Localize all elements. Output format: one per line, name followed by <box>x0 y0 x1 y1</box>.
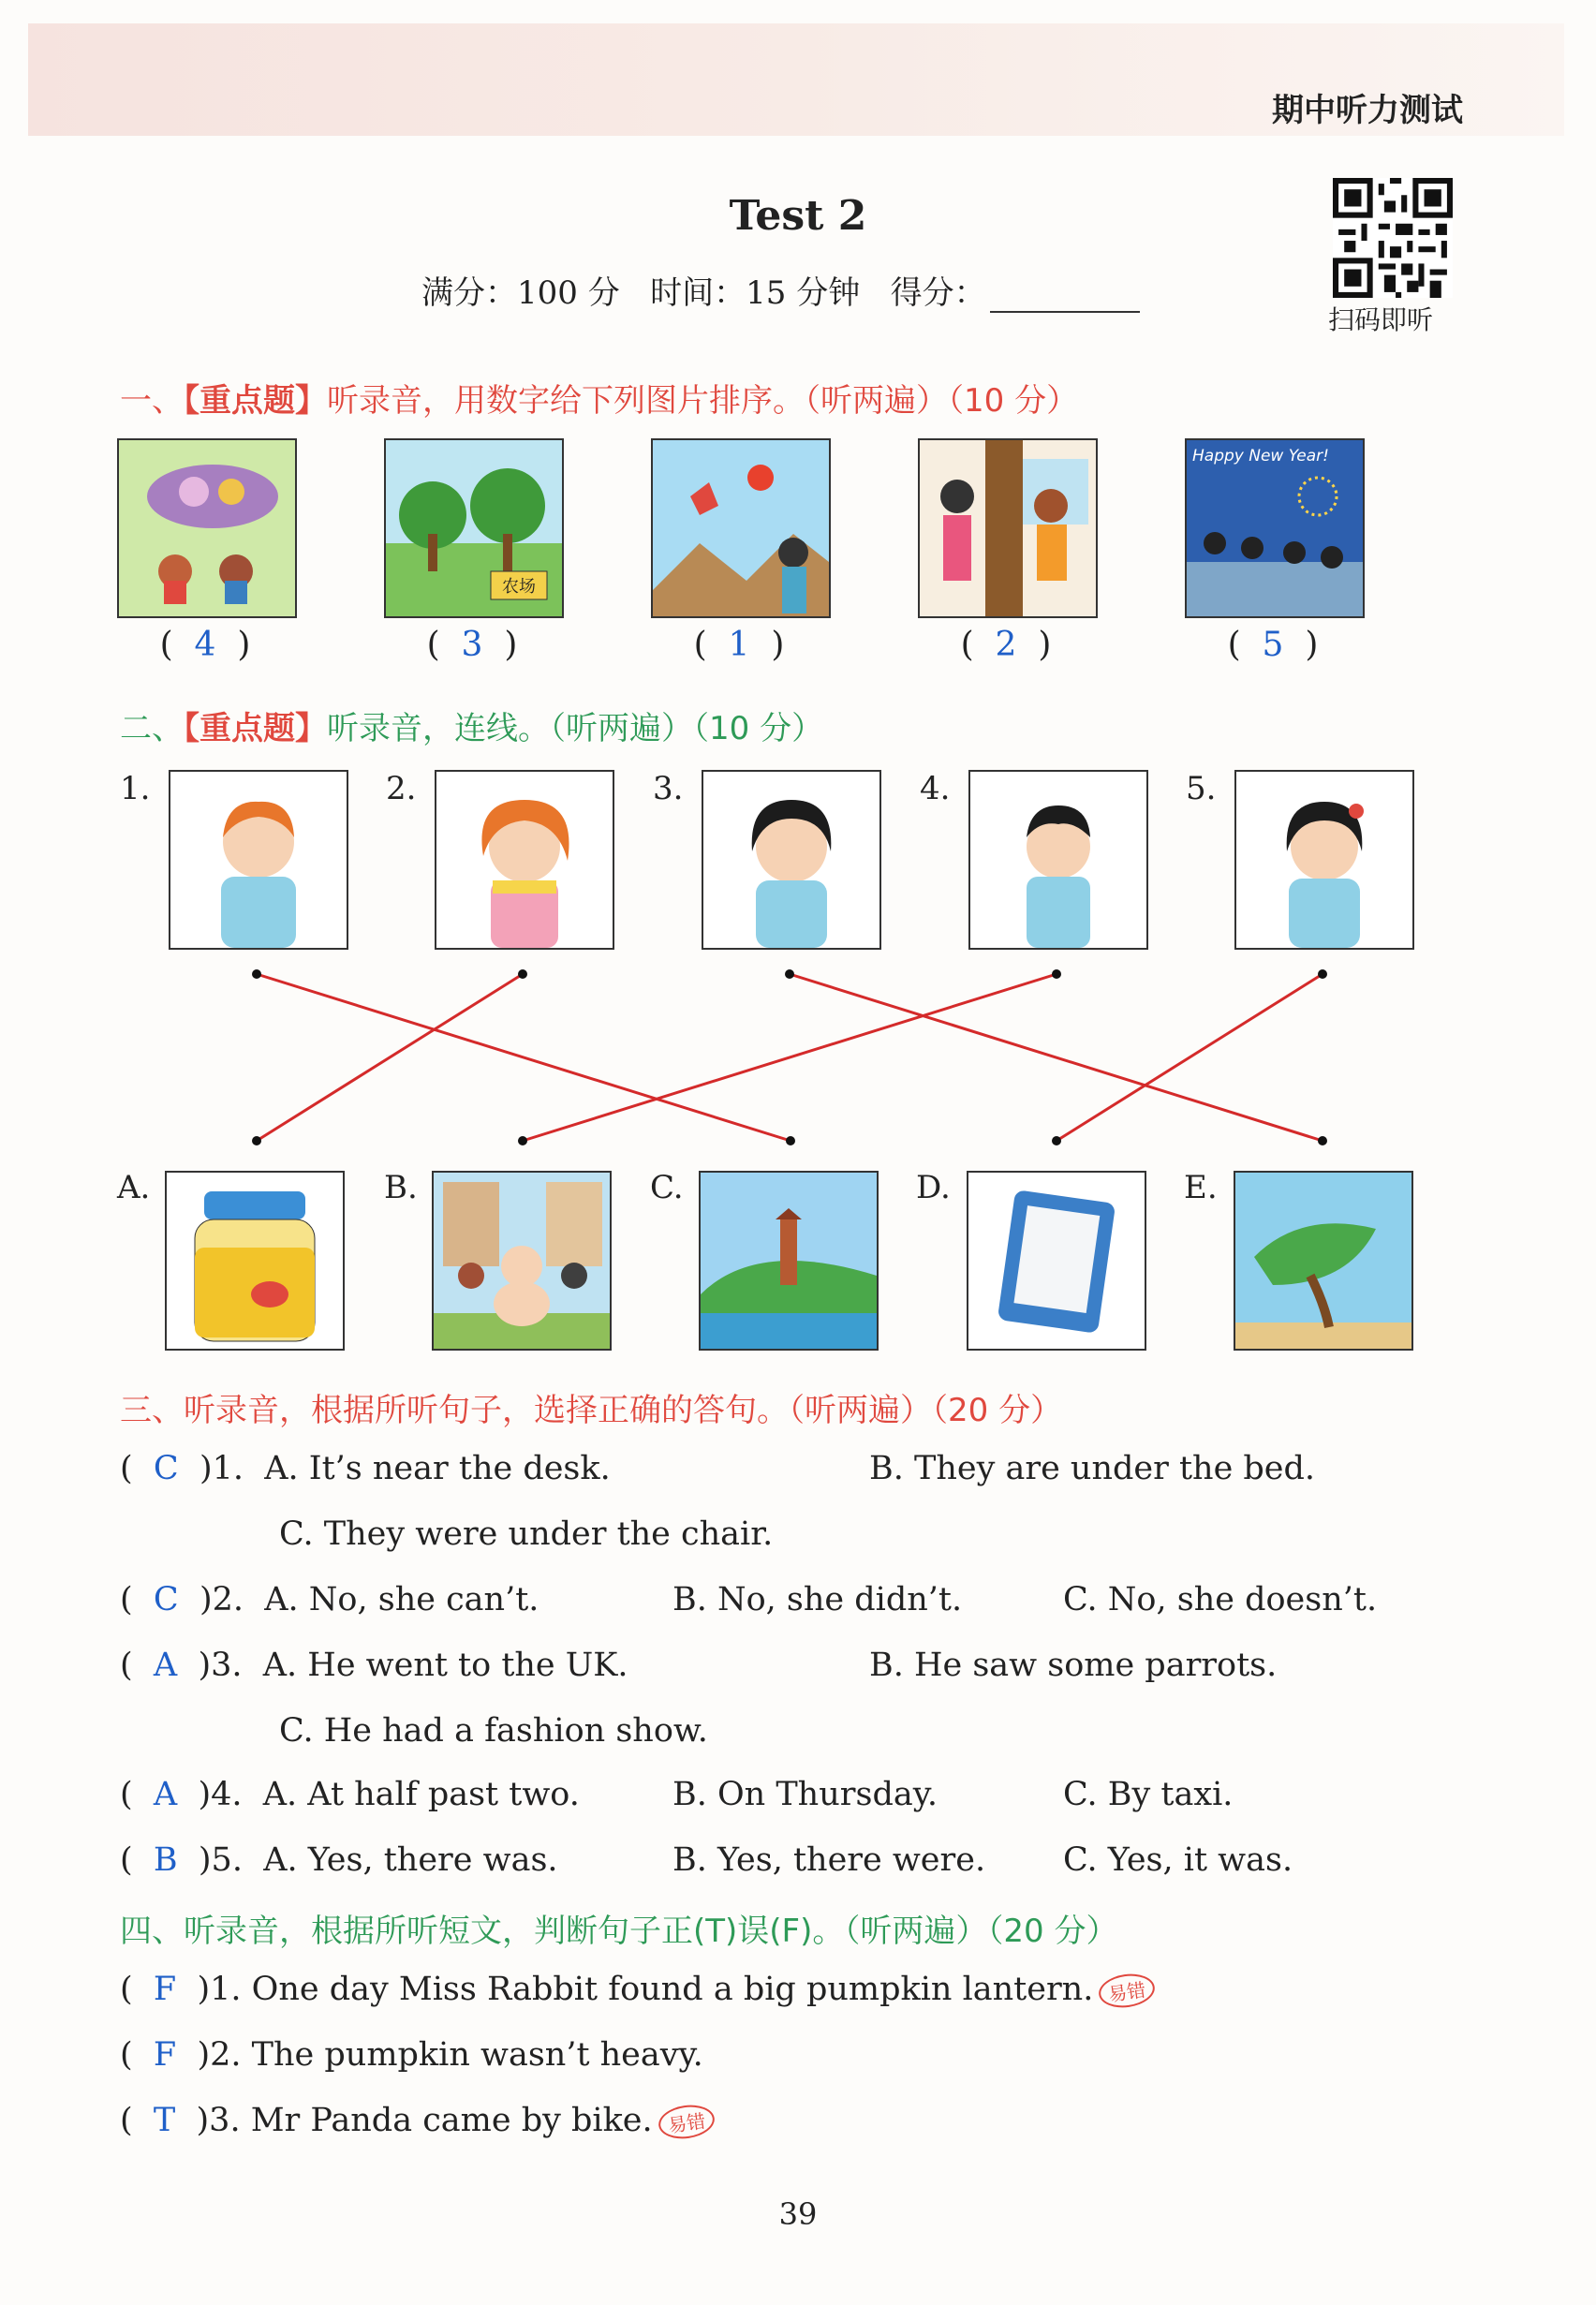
match-line-2-A <box>257 974 523 1141</box>
qr-code-icon[interactable] <box>1333 178 1453 298</box>
s4-q1-answer: F <box>153 1971 177 2008</box>
section-2-text: 听录音，连线。（听两遍）（10 分） <box>327 710 824 747</box>
answer-1: 4 <box>194 626 216 664</box>
s3-q2: ( C )2. A. No, she can’t. <box>120 1581 539 1618</box>
picture-letter-A: A. <box>117 1169 151 1206</box>
answer-slot-2[interactable]: ( 3 ) <box>426 626 518 664</box>
s3-q1-option-b: B. They are under the bed. <box>869 1450 1316 1487</box>
dot-top-4[interactable] <box>1052 969 1061 979</box>
dot-top-2[interactable] <box>518 969 527 979</box>
s3-q3: ( A )3. A. He went to the UK. <box>120 1647 628 1684</box>
s3-q4-option-c: C. By taxi. <box>1063 1776 1234 1813</box>
section-4-text: 听录音，根据所听短文，判断句子正(T)误(F)。（听两遍）（20 分） <box>184 1913 1118 1950</box>
section-3-prefix: 三、 <box>120 1392 184 1429</box>
s3-q4: ( A )4. A. At half past two. <box>120 1776 580 1813</box>
s3-q1: ( C )1. A. It’s near the desk. <box>120 1450 611 1487</box>
picture-kite <box>651 438 831 618</box>
picture-letter-E: E. <box>1184 1169 1218 1206</box>
new-year-banner: Happy New Year! <box>1192 447 1329 465</box>
dot-top-3[interactable] <box>785 969 794 979</box>
section-3-heading <box>120 1384 1062 1430</box>
section-2-heading <box>120 702 823 748</box>
match-line-3-E <box>790 974 1323 1141</box>
dot-bottom-C[interactable] <box>786 1136 795 1145</box>
section-2-prefix: 二、 <box>120 710 184 747</box>
s3-q4-option-a: A. At half past two. <box>262 1776 580 1813</box>
s4-q1-number: 1. <box>210 1971 242 2008</box>
s3-q1-option-a: A. It’s near the desk. <box>264 1450 611 1487</box>
match-line-4-B <box>523 974 1057 1141</box>
person-number-4: 4. <box>920 770 951 807</box>
section-4-prefix: 四、 <box>120 1913 184 1950</box>
answer-slot-3[interactable]: ( 1 ) <box>693 626 785 664</box>
picture-new-year <box>1185 438 1365 618</box>
s3-q4-answer: A <box>153 1776 178 1813</box>
section-3-text: 听录音，根据所听句子，选择正确的答句。（听两遍）（20 分） <box>184 1392 1063 1429</box>
s4-q2-answer: F <box>153 2036 177 2074</box>
picture-farm <box>384 438 564 618</box>
picture-boy-red-hair <box>169 770 348 950</box>
s3-q1-answer: C <box>153 1450 179 1487</box>
s3-q5-option-a: A. Yes, there was. <box>263 1841 558 1879</box>
section-1-heading <box>120 375 1078 421</box>
error-prone-badge: 易错 <box>1097 1971 1157 2011</box>
picture-letter-B: B. <box>384 1169 418 1206</box>
s3-q5-option-b: B. Yes, there were. <box>672 1841 986 1879</box>
s3-q5-number: 5. <box>211 1841 243 1879</box>
answer-slot-1[interactable]: ( 4 ) <box>159 626 251 664</box>
picture-street-parade <box>432 1171 612 1351</box>
s3-q5-option-c: C. Yes, it was. <box>1063 1841 1293 1879</box>
score-blank[interactable] <box>990 283 1140 313</box>
picture-windy-tree <box>1234 1171 1413 1351</box>
farm-sign: 农场 <box>502 577 536 597</box>
picture-mice <box>117 438 297 618</box>
s4-q1-text: One day Miss Rabbit found a big pumpkin lantern. <box>251 1971 1094 2008</box>
dot-bottom-E[interactable] <box>1318 1136 1327 1145</box>
s3-q3-option-a: A. He went to the UK. <box>262 1647 628 1684</box>
picture-girl-red-hair <box>435 770 614 950</box>
s4-q3-answer: T <box>153 2102 176 2139</box>
time-limit: 时间：15 分钟 <box>650 274 861 312</box>
answer-4: 2 <box>995 626 1017 664</box>
dot-bottom-B[interactable] <box>518 1136 527 1145</box>
match-line-1-C <box>257 974 791 1141</box>
s3-q4-option-b: B. On Thursday. <box>672 1776 938 1813</box>
person-number-1: 1. <box>120 770 151 807</box>
s3-q3-number: 3. <box>211 1647 243 1684</box>
section-1-bracket: 【重点题】 <box>184 382 327 420</box>
s3-q1-number: 1. <box>212 1450 244 1487</box>
s4-q1: ( F )1. One day Miss Rabbit found a big pumpkin lantern. 易错 <box>120 1971 1155 2008</box>
s4-q3-text: Mr Panda came by bike. <box>250 2102 653 2139</box>
match-line-5-D <box>1057 974 1323 1141</box>
s3-q3-option-c: C. He had a fashion show. <box>279 1712 708 1750</box>
s3-q5-answer: B <box>153 1841 178 1879</box>
dot-bottom-D[interactable] <box>1052 1136 1061 1145</box>
picture-pagoda-lake <box>699 1171 879 1351</box>
s3-q2-number: 2. <box>212 1581 244 1618</box>
full-score: 满分：100 分 <box>421 274 620 312</box>
s3-q3-option-b: B. He saw some parrots. <box>869 1647 1278 1684</box>
picture-door <box>918 438 1098 618</box>
picture-letter-D: D. <box>916 1169 951 1206</box>
error-prone-badge: 易错 <box>656 2102 716 2142</box>
s4-q2-number: 2. <box>210 2036 242 2074</box>
person-number-5: 5. <box>1186 770 1217 807</box>
picture-letter-C: C. <box>650 1169 684 1206</box>
s3-q2-option-b: B. No, she didn’t. <box>672 1581 963 1618</box>
dot-top-5[interactable] <box>1318 969 1327 979</box>
answer-5: 5 <box>1262 626 1284 664</box>
s4-q3: ( T )3. Mr Panda came by bike. 易错 <box>120 2102 715 2139</box>
dot-top-1[interactable] <box>252 969 261 979</box>
page-number: 39 <box>778 2196 818 2232</box>
test-info <box>421 267 1140 313</box>
picture-e-reader <box>967 1171 1146 1351</box>
s3-q1-option-c: C. They were under the chair. <box>279 1515 774 1553</box>
s3-q5: ( B )5. A. Yes, there was. <box>120 1841 558 1879</box>
s4-q3-number: 3. <box>209 2102 241 2139</box>
person-number-3: 3. <box>653 770 684 807</box>
section-1-prefix: 一、 <box>120 382 184 420</box>
s3-q2-option-a: A. No, she can’t. <box>264 1581 539 1618</box>
dot-bottom-A[interactable] <box>252 1136 261 1145</box>
s4-q2: ( F )2. The pumpkin wasn’t heavy. <box>120 2036 703 2074</box>
s3-q2-option-c: C. No, she doesn’t. <box>1063 1581 1378 1618</box>
s3-q3-answer: A <box>153 1647 178 1684</box>
header-tag: 期中听力测试 <box>1272 92 1463 129</box>
qr-label: 扫码即听 <box>1328 304 1434 335</box>
s3-q2-answer: C <box>153 1581 179 1618</box>
picture-girl-ponytail <box>1234 770 1414 950</box>
picture-girl-short-hair <box>702 770 881 950</box>
section-4-heading <box>120 1905 1117 1951</box>
s3-q4-number: 4. <box>211 1776 243 1813</box>
page-title: Test 2 <box>729 192 867 240</box>
answer-2: 3 <box>461 626 483 664</box>
score-label: 得分： <box>890 274 986 312</box>
answer-slot-4[interactable]: ( 2 ) <box>960 626 1052 664</box>
answer-slot-5[interactable]: ( 5 ) <box>1227 626 1319 664</box>
picture-boy-black-hair <box>968 770 1148 950</box>
section-1-text: 听录音，用数字给下列图片排序。（听两遍）（10 分） <box>327 382 1079 420</box>
picture-honey-jar <box>165 1171 345 1351</box>
person-number-2: 2. <box>386 770 417 807</box>
section-2-bracket: 【重点题】 <box>184 710 327 747</box>
answer-3: 1 <box>728 626 750 664</box>
s4-q2-text: The pumpkin wasn’t heavy. <box>251 2036 703 2074</box>
